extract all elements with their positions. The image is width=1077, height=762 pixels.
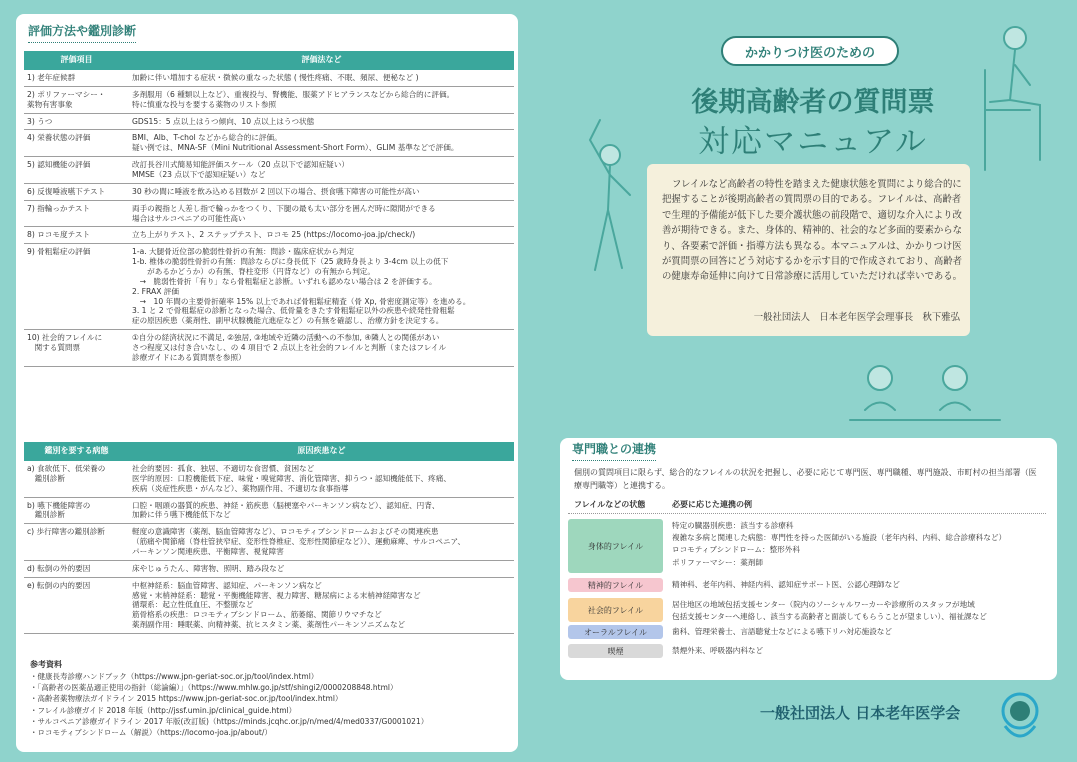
left-panel [16, 14, 518, 752]
cooperation-col1-header: フレイルなどの状態 [574, 500, 646, 509]
diff-row-detail: 軽度の意識障害（薬剤、脳血管障害など）、ロコモティブシンドロームおよびその関連疾患 （筋痛や関節痛（脊柱管狭窄症、変形性脊椎症、変形性関節症など））、運動麻痺、サルコペニア、 パーキンソン関連疾患、平衡障害、視覚障害 [129, 524, 514, 561]
eval-row [24, 86, 514, 113]
diff-row-detail: 床やじゅうたん、障害物、照明、踏み段など [129, 560, 514, 577]
diff-row-detail: 社会的要因：孤食、独居、不適切な食習慣、貧困など 医学的原因：口腔機能低下症、味覚・嗅覚障害、消化管障害、抑うつ・認知機能低下、疼痛、 疾病（炎症性疾患・がんなど）、薬物副作用、不適切な食事指導 [129, 461, 514, 497]
eval-row [24, 113, 514, 130]
cooperation-panel [560, 438, 1057, 680]
cooperation-detail: 精神科、老年内科、神経内科、認知症サポート医、公認心理師など [672, 580, 900, 589]
eval-row-detail: 両手の親指と人差し指で輪っかをつくり、下腿の最も太い部分を囲んだ時に隙間ができる 場合はサルコペニアの可能性高い [129, 200, 514, 227]
eval-row-item: 5) 認知機能の評価 [24, 157, 129, 184]
diff-row-detail: 口腔・咽頭の器質的疾患、神経・筋疾患（脳梗塞やパーキンソン病など）、認知症、円背、 加齢に伴う嚥下機能低下など [129, 497, 514, 524]
eval-row-item: 9) 骨粗鬆症の評価 [24, 244, 129, 330]
frailty-tag: 精神的フレイル [568, 578, 663, 592]
eval-row [24, 183, 514, 200]
diff-col1-header: 鑑別を要する病態 [24, 442, 129, 461]
diff-row-detail: 中枢神経系：脳血管障害、認知症、パーキンソン病など 感覚・末梢神経系：聴覚・平衡機能障害、視力障害、糖尿病による末梢神経障害など 循環系：起立性低血圧、不整脈など 筋骨格系の疾患：ロコモティブシンドローム、筋萎縮、関節リウマチなど 薬剤副作用：睡眠薬、向精神薬、抗ヒスタミン薬、薬剤性パーキンソニズムなど [129, 577, 514, 633]
diff-row [24, 461, 514, 497]
eval-section-title: 評価方法や鑑別診断 [28, 24, 137, 38]
frailty-tag: 喫煙 [568, 644, 663, 658]
cooperation-detail: 禁煙外来、呼吸器内科など [672, 646, 764, 655]
diff-table [24, 442, 514, 634]
diff-row-item: c) 歩行障害の鑑別診断 [24, 524, 129, 561]
eval-row [24, 200, 514, 227]
stretching-person-illustration [560, 100, 660, 280]
cooperation-col2-header: 必要に応じた連携の例 [672, 500, 752, 509]
eval-row-detail: BMI、Alb、T-chol などから総合的に評価。 疑い例では、MNA-SF（Mini Nutritional Assessment-Short Form）、GLIM 基準などで評価。 [129, 130, 514, 157]
diff-row [24, 524, 514, 561]
cooperation-title: 専門職との連携 [572, 442, 657, 456]
eval-row [24, 330, 514, 367]
eval-row [24, 157, 514, 184]
eval-row-item: 6) 反復唾液嚥下テスト [24, 183, 129, 200]
eval-row-item: 3) うつ [24, 113, 129, 130]
subtitle-pill: かかりつけ医のための [721, 36, 899, 66]
eval-row-detail: 多剤服用（6 種類以上など）、重複投与、腎機能、服薬アドヒアランスなどから総合的に評価。 特に慎重な投与を要する薬物のリスト参照 [129, 86, 514, 113]
footer-org: 一般社団法人 日本老年医学会 [760, 704, 961, 722]
main-subtitle: 対応マニュアル [698, 124, 928, 160]
eval-row [24, 70, 514, 86]
eval-table [24, 51, 514, 367]
eval-col2-header: 評価法など [129, 51, 514, 70]
eval-row-detail: ①自分の経済状況に不満足, ②独居, ③地域や近隣の活動への不参加, ④隣人との関係があい さつ程度又は付き合いなし、の 4 項目で 2 点以上を社会的フレイルと判断（またはフレイル 診療ガイドにある質問票を参照） [129, 330, 514, 367]
diff-row [24, 560, 514, 577]
diff-row [24, 497, 514, 524]
frailty-tag: オーラルフレイル [568, 625, 663, 639]
diff-col2-header: 原因疾患など [129, 442, 514, 461]
intro-box [647, 164, 970, 336]
diff-row [24, 577, 514, 633]
eval-row [24, 227, 514, 244]
diff-row-item: d) 転倒の外的要因 [24, 560, 129, 577]
eval-row-detail: 改訂長谷川式簡易知能評価スケール（20 点以下で認知症疑い） MMSE（23 点以下で認知症疑い）など [129, 157, 514, 184]
signature: 一般社団法人 日本老年医学会理事長 秋下雅弘 [753, 312, 960, 323]
eval-row [24, 244, 514, 330]
eval-row-item: 7) 指輪っかテスト [24, 200, 129, 227]
eval-row-item: 8) ロコモ度テスト [24, 227, 129, 244]
eval-row-detail: 立ち上がりテスト、2 ステップテスト、ロコモ 25 (https://locomo-joa.jp/check/) [129, 227, 514, 244]
diff-row-item: b) 嚥下機能障害の 鑑別診断 [24, 497, 129, 524]
frailty-tag: 社会的フレイル [568, 598, 663, 622]
eval-row-detail: 加齢に伴い増加する症状・徴候の重なった状態 ( 慢性疼痛、不眠、頻尿、便秘など ) [129, 70, 514, 86]
seated-person-illustration [970, 10, 1060, 180]
eval-row-item: 4) 栄養状態の評価 [24, 130, 129, 157]
main-title: 後期高齢者の質問票 [691, 87, 935, 118]
eval-row-detail: GDS15：5 点以上はうつ傾向、10 点以上はうつ状態 [129, 113, 514, 130]
intro-text: フレイルなど高齢者の特性を踏まえた健康状態を質問により総合的に把握することが後期高齢者の質問票の目的である。フレイルは、高齢者で生理的予備能が低下した要介護状態の前段階で、適切な介入により改善が期待できる。また、身体的、精神的、社会的など多面的要素からなり、各要素で評価・指導方法も異なる。本マニュアルは、かかりつけ医が質問票の回答にどう対応するかを示す目的で作成されており、高齢者の健康寿命延伸に向けて日常診療に活用していただければ幸いである。 [662, 179, 963, 283]
eval-row-detail: 30 秒の間に唾液を飲み込める回数が 2 回以下の場合、摂食嚥下障害の可能性が高い [129, 183, 514, 200]
references-title: 参考資料 [30, 660, 62, 669]
eval-row-item: 10) 社会的フレイルに 関する質問票 [24, 330, 129, 367]
cooperation-detail: 居住地区の地域包括支援センター（院内のソーシャルワーカーや診療所のスタッフが地域 包括支援センターへ連絡し、該当する高齢者と面談してもらうことが望ましい）、福祉課など [672, 600, 987, 622]
eating-couple-illustration [840, 350, 1010, 430]
eval-row-item: 2) ポリファーマシー・ 薬物有害事象 [24, 86, 129, 113]
eval-row [24, 130, 514, 157]
cooperation-detail: 歯科、管理栄養士、言語聴覚士などによる嚥下リハ対応施設など [672, 627, 892, 636]
society-logo-icon [995, 686, 1045, 742]
diff-row-item: e) 転倒の内的要因 [24, 577, 129, 633]
diff-row-item: a) 食欲低下、低栄養の 鑑別診断 [24, 461, 129, 497]
cooperation-intro: 個別の質問項目に限らず、総合的なフレイルの状況を把握し、必要に応じて専門医、専門職種、専門施設、市町村の担当部署（医療専門職等）と連携する。 [574, 468, 1037, 490]
eval-row-item: 1) 老年症候群 [24, 70, 129, 86]
references-list: ・健康長寿診療ハンドブック（https://www.jpn-geriat-soc.or.jp/tool/index.html） ・「高齢者の医薬品適正使用の指針（総論編）」（https://www.mhlw.go.jp/stf/shingi2/0000208848.html） ・高齢者薬物療法ガイドライン 2015 https://www.jpn-geriat-soc.or.jp/tool/index.html） ・フレイル診療ガイド 2018 年版（http://jssf.umin.jp/clinical_guide.html） ・サルコペニア診療ガイドライン 2017 年版(改訂版)（https://minds.jcqhc.or.jp/n/med/4/med0337/G0001021） ・ロコモティブシンドローム（解説）（https://locomo-joa.jp/about/） [30, 672, 429, 738]
eval-col1-header: 評価項目 [24, 51, 129, 70]
cooperation-header-row [568, 499, 1046, 514]
frailty-tag: 身体的フレイル [568, 519, 663, 573]
eval-row-detail: 1-a. 大腿骨近位部の脆弱性骨折の有無：問診・臨床症状から判定 1-b. 椎体の脆弱性骨折の有無：問診ならびに身長低下（25 歳時身長より 3-4cm 以上の低下 があるかどうか）の有無、脊柱変形（円背など）の有無から判定。 → 脆弱性骨折「有り」なら骨粗鬆症と診断。いずれも認めない場合は 2 を評価する。 2. FRAX 評価 → 10 年間の主要骨折確率 15% 以上であれば骨粗鬆症精査（骨 Xp, 骨密度測定等）を進める。 3. 1 と 2 で骨粗鬆症の診断となった場合、低骨量をきたす骨粗鬆症以外の疾患や続発性骨粗鬆 症の原因疾患（薬剤性、副甲状腺機能亢進症など）の有無を確認し、治療方針を決定する。 [129, 244, 514, 330]
cooperation-detail: 特定の臓器別疾患：該当する診療科 複雑な多病と関連した病態：専門性を持った医師がいる施設（老年内科、内科、総合診療科など） ロコモティブシンドローム：整形外科 ポリファーマシー：薬剤師 [672, 521, 1007, 567]
